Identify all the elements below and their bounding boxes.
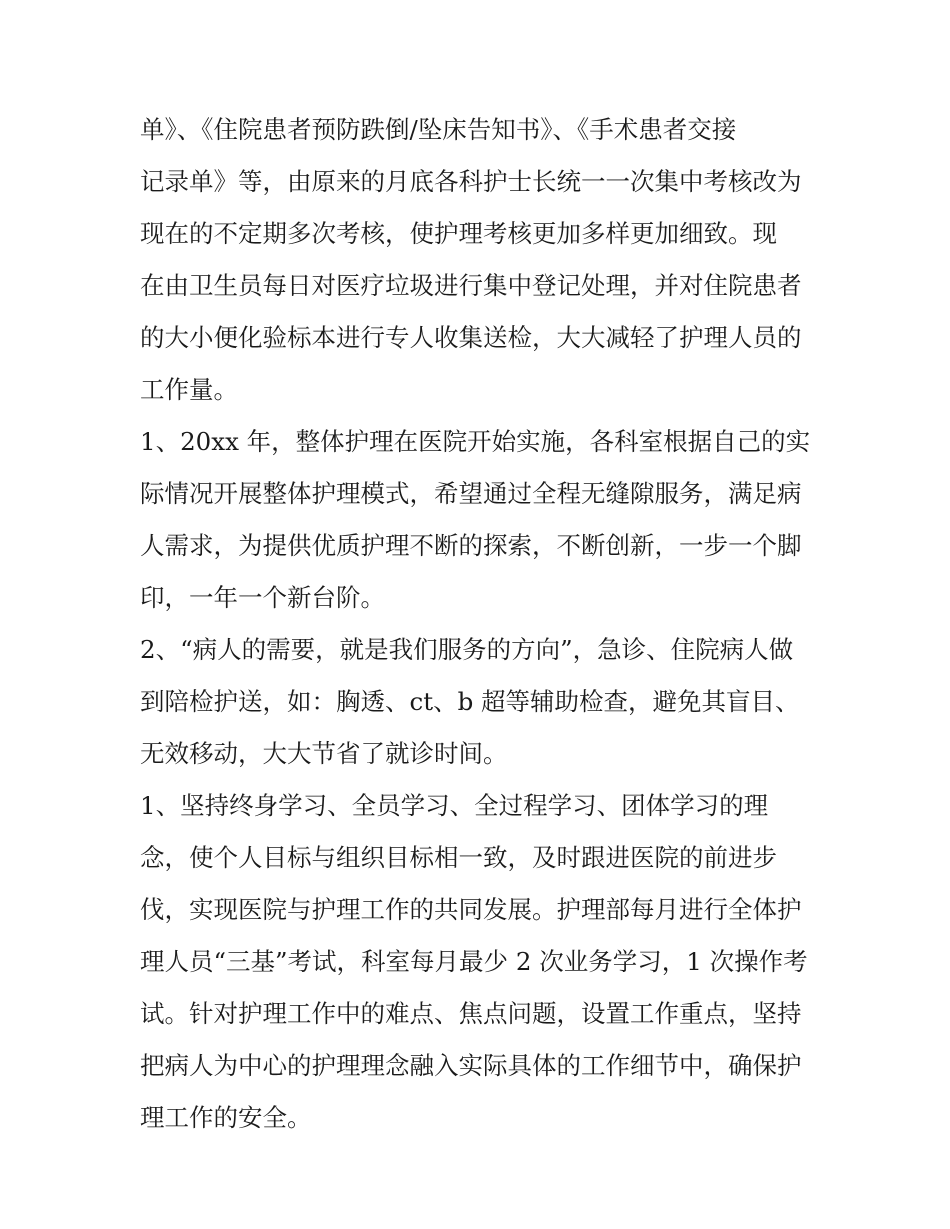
text-line: 际情况开展整体护理模式，希望通过全程无缝隙服务，满足病: [140, 479, 802, 508]
text-line: 无效移动，大大节省了就诊时间。: [140, 739, 508, 768]
text-line: 伐，实现医院与护理工作的共同发展。护理部每月进行全体护: [140, 895, 802, 924]
text-line: 理工作的安全。: [140, 1103, 312, 1132]
text-line: 的大小便化验标本进行专人收集送检，大大减轻了护理人员的: [140, 323, 802, 352]
text-line: 现在的不定期多次考核，使护理考核更加多样更加细致。现: [140, 219, 777, 248]
text-line: 单》、《住院患者预防跌倒/坠床告知书》、《手术患者交接: [140, 115, 737, 144]
text-line: 在由卫生员每日对医疗垃圾进行集中登记处理，并对住院患者: [140, 271, 802, 300]
text-line: 试。针对护理工作中的难点、焦点问题，设置工作重点，坚持: [140, 999, 802, 1028]
text-line: 1、坚持终身学习、全员学习、全过程学习、团体学习的理: [140, 791, 769, 820]
document-body: [140, 104, 820, 1144]
text-line: 印，一年一个新台阶。: [140, 583, 385, 612]
text-line: 人需求，为提供优质护理不断的探索，不断创新，一步一个脚: [140, 531, 802, 560]
text-line: 记录单》等，由原来的月底各科护士长统一一次集中考核改为: [140, 167, 802, 196]
text-line: 到陪检护送，如：胸透、ct、b 超等辅助检查，避免其盲目、: [140, 687, 800, 716]
text-line: 工作量。: [140, 375, 238, 404]
text-line: 2、“病人的需要，就是我们服务的方向”，急诊、住院病人做: [140, 635, 794, 664]
text-line: 念，使个人目标与组织目标相一致，及时跟进医院的前进步: [140, 843, 777, 872]
text-line: 1、20xx 年，整体护理在医院开始实施，各科室根据自己的实: [140, 427, 811, 456]
text-line: 把病人为中心的护理理念融入实际具体的工作细节中，确保护: [140, 1051, 802, 1080]
text-line: 理人员“三基”考试，科室每月最少 2 次业务学习，1 次操作考: [140, 947, 808, 976]
